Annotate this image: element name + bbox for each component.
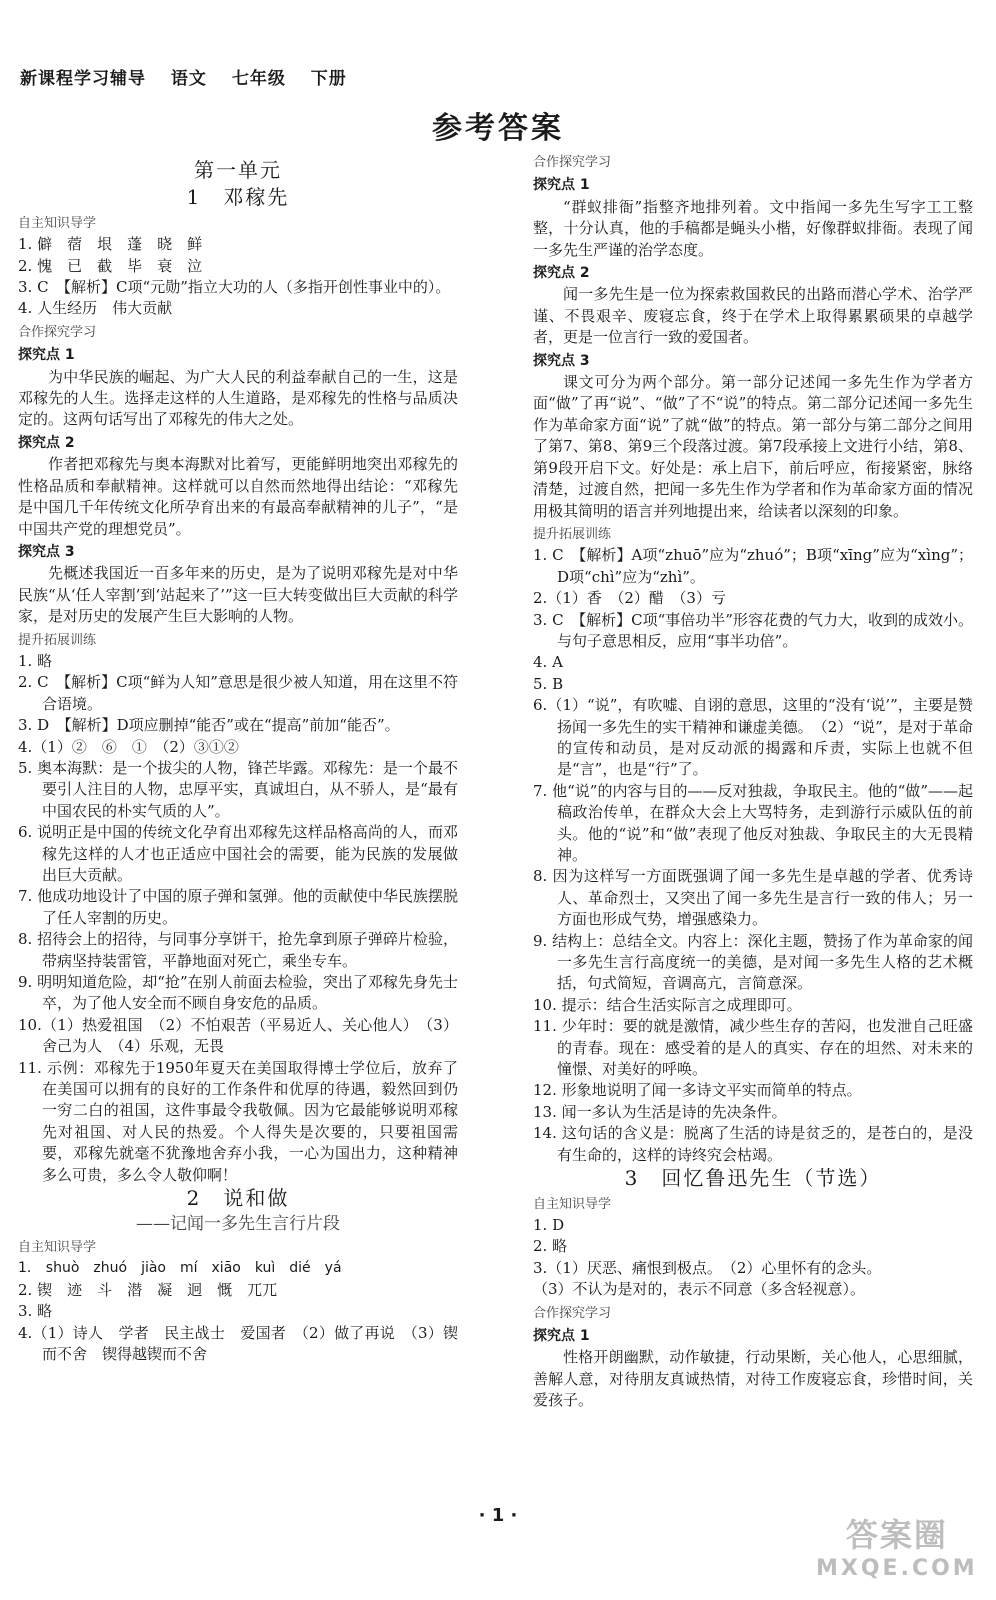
inquiry-point-label: 探究点 2 — [533, 265, 590, 282]
answer-item: 10. 提示：结合生活实际言之成理即可。 — [533, 995, 802, 1014]
answer-item: 8. 因为这样写一方面既强调了闻一多先生是卓越的学者、优秀诗人、革命烈士，又突出了闻一多先生是言行一致的伟人；另一方面也形成气势，增强感染力。 — [533, 867, 973, 929]
inquiry-answer: 作者把邓稼先与奥本海默对比着写，更能鲜明地突出邓稼先的性格品质和奉献精神。这样就可以自然而然地得出结论：“邓稼先是中国几千年传统文化所孕育出来的有最高奉献精神的儿子”，“是中国共产党的理想党员”。 — [18, 455, 458, 538]
answer-item: 14. 这句话的含义是：脱离了生活的诗是贫乏的，是苍白的，是没有生命的，这样的诗终究会枯竭。 — [533, 1124, 973, 1164]
watermark-line-1: 答案圈 — [845, 1516, 948, 1554]
inquiry-point-label: 探究点 2 — [18, 434, 75, 451]
answer-item: 2. 略 — [533, 1237, 568, 1256]
section-heading: 提升拓展训练 — [533, 526, 612, 542]
page-number: · 1 · — [478, 1505, 518, 1526]
answer-item: 1. C 【解析】A项“zhuō”应为“zhuó”；B项“xīng”应为“xìng”；D项“chì”应为“zhì”。 — [533, 546, 973, 586]
right-column — [533, 150, 973, 1412]
answer-item: 7. 他“说”的内容与目的——反对独裁，争取民主。他的“做”——起稿政治传单，在群众大会上大骂特务，走到游行示威队伍的前头。他的“说”和“做”表现了他反对独裁、争取民主的大无畏精神。 — [533, 781, 973, 864]
answer-item: 1. 略 — [18, 651, 53, 670]
answer-item: 6. 说明正是中国的传统文化孕育出邓稼先这样品格高尚的人，而邓稼先这样的人才也正适应中国社会的需要，能为民族的发展做出巨大贡献。 — [18, 823, 458, 884]
volume-name: 下册 — [310, 69, 347, 89]
answer-item: 4. A — [533, 653, 563, 672]
answer-item: 12. 形象地说明了闻一多诗文平实而简单的特点。 — [533, 1081, 862, 1100]
section-heading: 提升拓展训练 — [18, 632, 97, 648]
lesson-title: 3 回忆鲁迅先生（节选） — [624, 1166, 882, 1191]
inquiry-point-label: 探究点 1 — [533, 1327, 590, 1344]
inquiry-answer: 性格开朗幽默，动作敏捷，行动果断，关心他人，心思细腻，善解人意，对待朋友真诚热情，对待工作废寝忘食，珍惜时间，关爱孩子。 — [533, 1348, 973, 1410]
answer-item: 11. 少年时：要的就是激情，减少些生存的苦闷，也发泄自己旺盛的青春。现在：感受着的是人的真实、存在的坦然、对未来的憧憬、对美好的呼唤。 — [533, 1017, 973, 1079]
inquiry-point-label: 探究点 1 — [533, 177, 590, 194]
answer-item: 3. C 【解析】C项“元勋”指立大功的人（多指开创性事业中的）。 — [18, 278, 451, 297]
answer-item: 7. 他成功地设计了中国的原子弹和氢弹。他的贡献使中华民族摆脱了任人宰割的历史。 — [18, 887, 458, 927]
answer-item: 2. C 【解析】C项“鲜为人知”意思是很少被人知道，用在这里不符合语境。 — [18, 673, 458, 713]
answer-item: 4. 人生经历 伟大贡献 — [18, 299, 173, 318]
answer-item: 9. 明明知道危险，却“抢”在别人前面去检验，突出了邓稼先身先士卒，为了他人安全而不顾自身安危的品质。 — [18, 973, 458, 1013]
section-heading: 自主知识导学 — [18, 215, 97, 231]
answer-item: 1. 僻 蓿 垠 蓬 晓 鲜 — [18, 235, 203, 254]
page-title: 参考答案 — [432, 111, 564, 146]
section-heading: 合作探究学习 — [533, 155, 612, 170]
book-header — [20, 64, 365, 89]
section-heading: 自主知识导学 — [18, 1239, 97, 1255]
inquiry-answer: 课文可分为两个部分。第一部分记述闻一多先生作为学者方面“做”了再“说”、“做”了不“说”的特点。第二部分记述闻一多先生作为革命家方面“说”了就“做”的特点。第一部分与第二部分之间用了第7、第8、第9三个段落过渡。第7段承接上文进行小结，第8、第9段开启下文。好处是：承上启下，前后呼应，衔接紧密，脉络清楚，过渡自然，把闻一多先生作为学者和作为革命家方面的情况用极其简明的语言并列地提出来，给读者以深刻的印象。 — [533, 373, 973, 520]
answer-item: 13. 闻一多认为生活是诗的先决条件。 — [533, 1102, 787, 1121]
answer-item: 11. 示例：邓稼先于1950年夏天在美国取得博士学位后，放弃了在美国可以拥有的良好的工作条件和优厚的待遇，毅然回到仍一穷二白的祖国，这件事最令我敬佩。因为它最能够说明邓稼先对祖国、对人民的热爱。个人得失是次要的，只要祖国需要，邓稼先就毫不犹豫地舍弃小我，一心为国出力，这种精神多么可贵，多么令人敬仰啊！ — [18, 1058, 458, 1184]
unit-title: 第一单元 — [194, 158, 282, 182]
inquiry-answer: “群蚁排衙”指整齐地排列着。文中指闻一多先生写字工工整整，十分认真，他的手稿都是蝇头小楷，好像群蚁排衙。表现了闻一多先生严谨的治学态度。 — [533, 197, 973, 259]
grade-name: 七年级 — [231, 69, 286, 89]
lesson-title: 2 说和做 — [186, 1186, 290, 1211]
answer-item: 3. C 【解析】C项“事倍功半”形容花费的气力大，收到的成效小。与句子意思相反，应用“事半功倍”。 — [533, 610, 973, 650]
answer-item: 6.（1）“说”，有吹嘘、自诩的意思，这里的“没有‘说’”，主要是赞扬闻一多先生的实干精神和谦虚美德。 （2）“说”，是对于革命的宣传和动员，是对反动派的揭露和斥责，实际上也就不但是“言”，也是“行”了。 — [533, 696, 973, 779]
section-heading: 自主知识导学 — [533, 1196, 612, 1212]
section-heading: 合作探究学习 — [18, 324, 97, 340]
inquiry-answer: 先概述我国近一百多年来的历史，是为了说明邓稼先是对中华民族“从‘任人宰割’到‘站起来了’”这一巨大转变做出巨大贡献的科学家，是对历史的发展产生巨大影响的人物。 — [18, 564, 458, 626]
answer-item: 2. 锲 迹 斗 潜 凝 迥 慨 兀兀 — [18, 1280, 278, 1299]
watermark-line-2: MXQE.COM — [816, 1556, 978, 1581]
answer-item: 8. 招待会上的招待，与同事分享饼干，抢先拿到原子弹碎片检验，带病坚持装雷管，平静地面对死亡，乘坐专车。 — [18, 930, 458, 970]
inquiry-point-label: 探究点 3 — [18, 543, 75, 560]
left-column — [18, 150, 458, 1365]
answer-item: 1. D — [533, 1215, 565, 1234]
answer-item: 5. 奥本海默：是一个拔尖的人物，锋芒毕露。邓稼先：是一个最不要引人注目的人物，忠厚平实，真诚坦白，从不骄人，是“最有中国农民的朴实气质的人”。 — [18, 758, 458, 820]
section-heading: 合作探究学习 — [533, 1305, 612, 1321]
answer-item: 3.（1）厌恶、痛恨到极点。 （2）心里怀有的念头。 — [533, 1258, 882, 1277]
watermark-logo — [816, 1510, 978, 1581]
answer-item: 9. 结构上：总结全文。内容上：深化主题，赞扬了作为革命家的闻一多先生言行高度统一的美德，是对闻一多先生人格的艺术概括，句式简短，音调高亢，言简意深。 — [533, 931, 973, 993]
inquiry-answer: 为中华民族的崛起、为广大人民的利益奉献自己的一生，这是邓稼先的人生。选择走这样的人生道路，是邓稼先的性格与品质决定的。这两句话写出了邓稼先的伟大之处。 — [18, 367, 458, 429]
inquiry-point-label: 探究点 1 — [18, 347, 75, 364]
series-name: 新课程学习辅导 — [20, 69, 146, 89]
answer-item: 2. 愧 已 截 毕 衰 泣 — [18, 256, 203, 275]
answer-item-continued: （3）不认为是对的，表示不同意（多含轻视意）。 — [533, 1280, 866, 1299]
answer-item: 10.（1）热爱祖国 （2）不怕艰苦（平易近人、关心他人） （3）舍己为人 （4）乐观，无畏 — [18, 1015, 458, 1056]
answer-item: 4.（1）诗人 学者 民主战士 爱国者 （2）做了再说 （3）锲而不舍 锲得越锲而不舍 — [18, 1323, 458, 1363]
answer-item: 3. D 【解析】D项应删掉“能否”或在“提高”前加“能否”。 — [18, 716, 400, 735]
inquiry-answer: 闻一多先生是一位为探索救国救民的出路而潜心学术、治学严谨、不畏艰辛、废寝忘食，终于在学术上取得累累硕果的卓越学者，更是一位言行一致的爱国者。 — [533, 285, 973, 347]
inquiry-point-label: 探究点 3 — [533, 352, 590, 369]
subject-name: 语文 — [170, 69, 207, 89]
answer-item: 5. B — [533, 674, 564, 693]
lesson-subtitle: ——记闻一多先生言行片段 — [136, 1213, 340, 1234]
answer-item-pinyin: 1. shuò zhuó jiào mí xiāo kuì dié yá — [18, 1260, 342, 1277]
lesson-title: 1 邓稼先 — [186, 185, 290, 210]
answer-item: 4.（1）② ⑥ ① （2）③①② — [18, 737, 239, 756]
answer-item: 2.（1）香 （2）醋 （3）亏 — [533, 589, 726, 608]
answer-item: 3. 略 — [18, 1302, 53, 1321]
